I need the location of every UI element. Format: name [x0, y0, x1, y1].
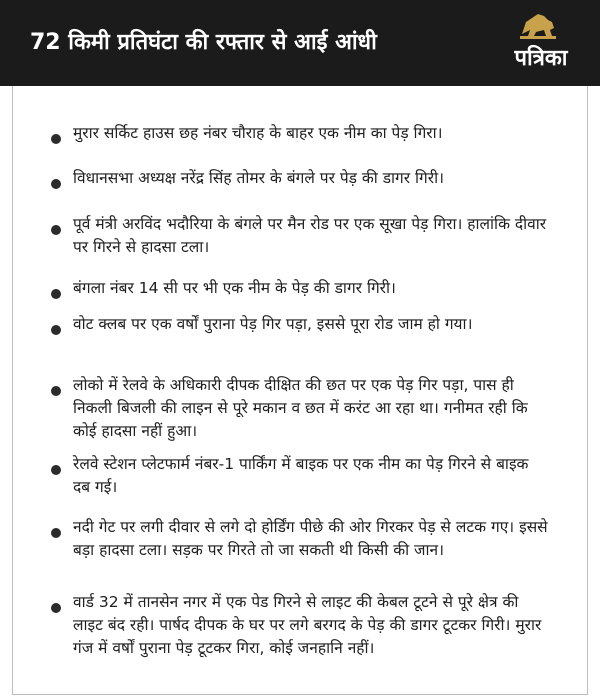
item-text: लोको में रेलवे के अधिकारी दीपक दीक्षित की छत पर एक पेड़ गिर पड़ा, पास ही निकली बिजली की लाइन से पूरे मकान व छत में करंट आ रहा था। गनीमत रही कि कोई हादसा नहीं हुआ।: [73, 376, 528, 440]
item-text: पूर्व मंत्री अरविंद भदौरिया के बंगले पर मैन रोड पर एक सूखा पेड़ गिरा। हालांकि दीवार पर गिरने से हादसा टला।: [73, 215, 547, 256]
bullet-icon: [51, 134, 61, 144]
item-text: मुरार सर्किट हाउस छह नंबर चौराह के बाहर एक नीम का पेड़ गिरा।: [73, 124, 443, 142]
item-text: रेलवे स्टेशन प्लेटफार्म नंबर-1 पार्किंग में बाइक पर एक नीम का पेड़ गिरने से बाइक दब गई।: [73, 455, 529, 496]
lion-icon: [518, 10, 558, 40]
bullet-icon: [51, 225, 61, 235]
bullet-icon: [51, 528, 61, 538]
bullet-icon: [51, 325, 61, 335]
header-bar: [0, 0, 600, 86]
item-text: विधानसभा अध्यक्ष नरेंद्र सिंह तोमर के बंगले पर पेड़ की डागर गिरी।: [73, 169, 444, 187]
bullet-icon: [51, 289, 61, 299]
item-text: वार्ड 32 में तानसेन नगर में एक पेड गिरने से लाइट की केबल टूटने से पूरे क्षेत्र की लाइट बंद रही। पार्षद दीपक के घर पर लगे बरगद के पेड़ की डागर टूटकर गिरी। मुरार गंज में वर्षों पुराना पेड़ टूटकर गिरा, कोई जनहानि नहीं।: [73, 593, 542, 657]
logo-text: पत्रिका: [514, 46, 568, 71]
bullet-icon: [51, 386, 61, 396]
page-title: 72 किमी प्रतिघंटा की रफ्तार से आई आंधी: [30, 30, 377, 55]
item-text: नदी गेट पर लगी दीवार से लगे दो होर्डिंग पीछे की ओर गिरकर पेड़ से लटक गए। इससे बड़ा हादसा टला। सड़क पर गिरते तो जा सकती थी किसी की जान।: [73, 518, 548, 559]
bullet-icon: [51, 603, 61, 613]
bullet-icon: [51, 465, 61, 475]
bullet-icon: [51, 179, 61, 189]
patrika-logo: [498, 10, 584, 78]
item-text: बंगला नंबर 14 सी पर भी एक नीम के पेड़ की डागर गिरी।: [73, 279, 396, 297]
item-text: वोट क्लब पर एक वर्षों पुराना पेड़ गिर पड़ा, इससे पूरा रोड जाम हो गया।: [73, 315, 473, 333]
bullet-list-panel: [12, 86, 588, 695]
